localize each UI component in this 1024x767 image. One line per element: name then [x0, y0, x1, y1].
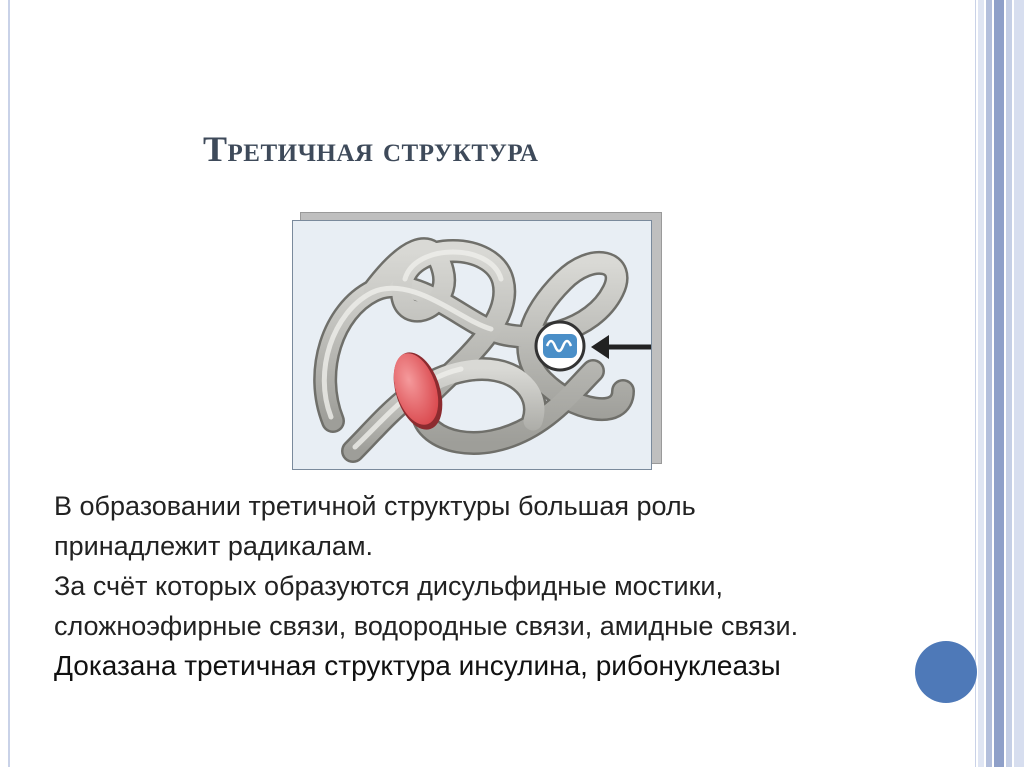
paragraph-line: В образовании третичной структуры большая роль: [54, 491, 696, 521]
stripe: [1006, 0, 1012, 767]
protein-chain-illustration: [293, 221, 651, 469]
slide-title: Третичная структура: [203, 129, 539, 169]
stripe: [1014, 0, 1024, 767]
paragraph-line: сложноэфирные связи, водородные связи, амидные связи.: [54, 611, 799, 641]
alpha-helix-badge: [536, 322, 584, 370]
paragraph-line: принадлежит радикалам.: [54, 531, 374, 561]
paragraph-line: Доказана третичная структура инсулина, рибонуклеазы: [54, 650, 781, 681]
accent-circle: [915, 641, 977, 703]
stripe: [994, 0, 1004, 767]
slide-body: [54, 486, 994, 686]
paragraph-line: За счёт которых образуются дисульфидные мостики,: [54, 571, 724, 601]
protein-structure-figure: [292, 220, 652, 470]
figure-container: [290, 212, 662, 470]
